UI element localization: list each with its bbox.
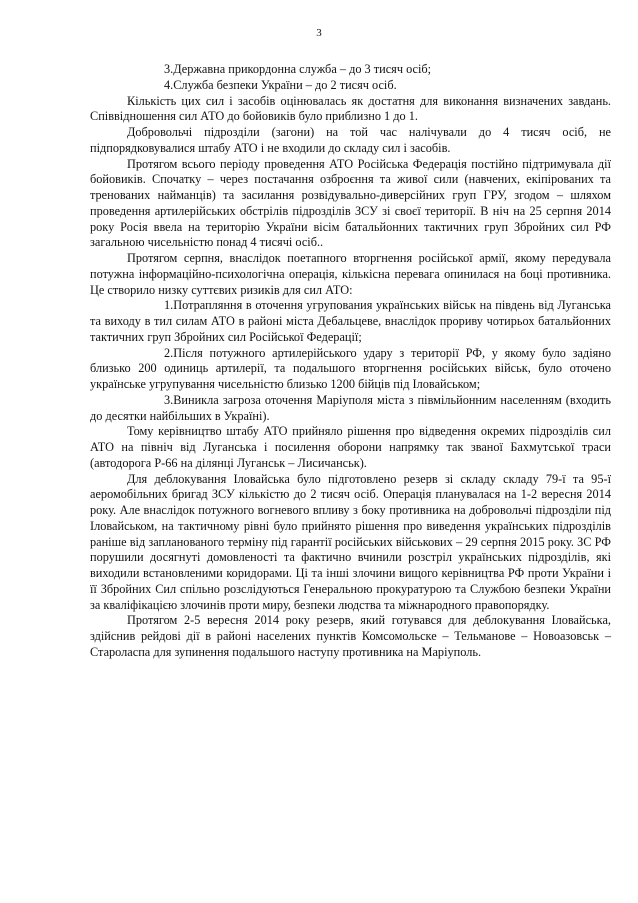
paragraph [90,424,611,471]
paragraph-text: Виникла загроза оточення Маріуполя міста з півмільйонним населенням (входить до десятки найбільших в Україні). [90,392,611,423]
list-item [90,346,611,393]
list-item [90,78,611,94]
paragraph-text: Державна прикордонна служба – до 3 тисяч осіб; [173,62,432,76]
list-item-number: 1. [164,298,174,313]
list-item-number: 3. [164,392,174,407]
paragraph [90,613,611,660]
document-body [90,62,611,661]
paragraph-text: Тому керівництво штабу АТО прийняло рішення про відведення окремих підрозділів сил АТО на північ від Луганська і посилення оборони напрямку так званої Бахмутської траси (автодорога Р-66 на ділянці Луганськ – Лисичанськ). [90,424,611,470]
paragraph-text: Кількість цих сил і засобів оцінювалась як достатня для виконання визначених завдань. Співвідношення сил АТО до бойовиків було приблизно 1 до 1. [90,93,611,124]
paragraph [90,472,611,614]
paragraph [90,94,611,126]
list-item [90,62,611,78]
paragraph [90,125,611,157]
paragraph-text: Добровольчі підрозділи (загони) на той час налічували до 4 тисяч осіб, не підпорядковувалися штабу АТО і не входили до складу сил і засобів. [90,125,611,155]
paragraph-text: Протягом серпня, внаслідок поетапного вторгнення російської армії, якому передувала потужна інформаційно-психологічна операція, кількісна перевага опинилася на боці противника. Це створило низку суттєвих ризиків для сил АТО: [90,251,611,297]
paragraph-text: Служба безпеки України – до 2 тисяч осіб. [173,77,397,92]
list-item [90,298,611,345]
list-item-number: 2. [164,345,174,360]
list-item-number: 3. [164,62,174,76]
paragraph [90,251,611,298]
paragraph-text: Протягом 2-5 вересня 2014 року резерв, який готувався для деблокування Іловайська, здійснив рейдові дії в районі населених пунктів Комсомольске – Тельманове – Новоазовськ – Староласпа для зупинення подальшого наступу противника на Маріуполь. [90,613,611,659]
paragraph [90,157,611,252]
paragraph-text: Для деблокування Іловайська було підготовлено резерв зі складу складу 79-ї та 95-ї аеромобільних бригад ЗСУ кількістю до 2 тисяч осіб. Операція планувалася на 1-2 вересня 2014 року. Але внаслідок потужного вогневого впливу з боку противника на добровольчі підрозділи під Іловайськом, на тактичному рівні було прийнято рішення про виведення українських підрозділів раніше від запланованого терміну під гарантії російських військових – 29 серпня 2015 року. ЗС РФ порушили досягнуті домовленості та фактично вчинили розстріл українських підрозділів, які виходили встановленими коридорами. Ці та інші злочини вищого керівництва РФ проти України і її Збройних Сил спільно розслідуються Генеральною прокуратурою та Службою безпеки України за кваліфікацією злочинів проти миру, безпеки людства та міжнародного правопорядку. [90,471,611,612]
list-item [90,393,611,425]
page-number: 3 [316,27,322,39]
list-item-number: 4. [164,77,174,92]
paragraph-text: Протягом всього періоду проведення АТО Російська Федерація постійно підтримувала дії бойовиків. Спочатку – через постачання озброєння та живої сили (навчених, екіпірованих та тренованих найманців) та засилання розвідувально-диверсійних груп ГРУ, згодом – шляхом проведення артилерійських обстрілів підрозділів ЗСУ зі своєї території. В ніч на 25 серпня 2014 року Росія ввела на територію України вісім батальйонних тактичних груп Збройних сил РФ загальною чисельністю понад 4 тисячі осіб.. [90,156,611,250]
paragraph-text: Потрапляння в оточення угрупования українських військ на південь від Луганська та виходу в тил силам АТО в районі міста Дебальцеве, внаслідок прориву чотирьох батальйонних тактичних груп Збройних сил Російської Федерації; [90,298,611,344]
paragraph-text: Після потужного артилерійського удару з території РФ, у якому було задіяно близько 200 одиниць артилерії, та подальшого вторгнення російських військ, було оточено українське угрупування чисельністю близько 1200 бійців під Іловайськом; [90,345,611,391]
